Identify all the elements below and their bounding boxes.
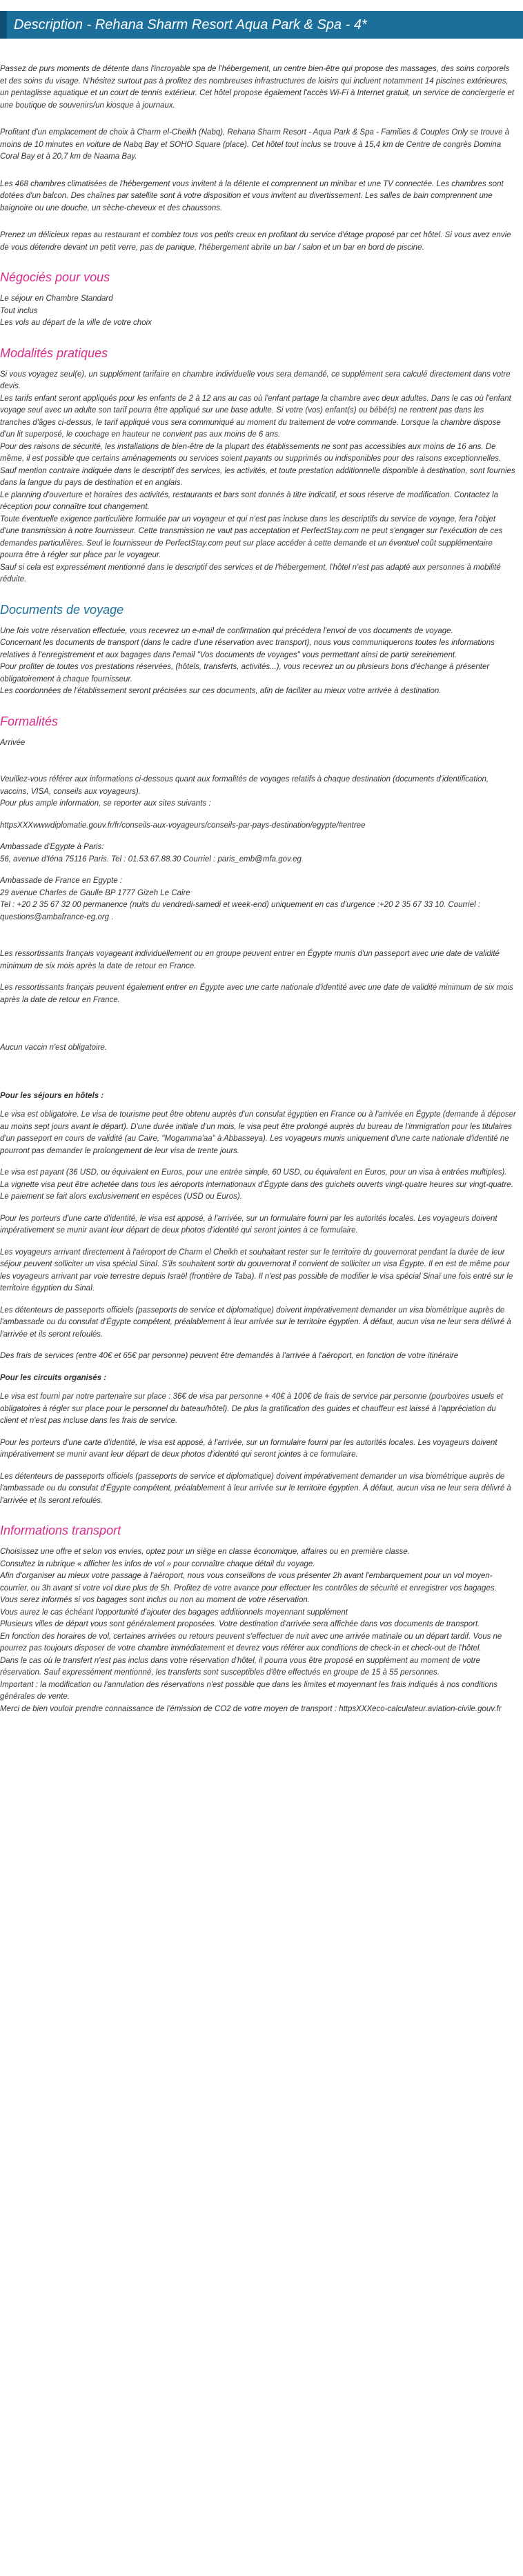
circuits-subtitle: Pour les circuits organisés :: [0, 1373, 107, 1382]
diplomatie-link[interactable]: httpsXXXwwwdiplomatie.gouv.fr/fr/conseils-aux-voyageurs/conseils-par-pays-destination/egypte/#entree: [0, 821, 366, 830]
description-paragraph: Les 468 chambres climatisées de l'hébergement vous invitent à la détente et comprennent un minibar et une TV connectée. Les chambres sont dotées d'un balcon. Des chaînes par satellite sont à votre disposition et vous invitent au divertissement. Les salles de bain comprennent une baignoire ou une douche, un sèche-cheveux et des chaussons.: [0, 179, 504, 212]
list-item: Le séjour en Chambre Standard: [0, 294, 113, 303]
list-item: Tout inclus: [0, 306, 38, 315]
ambassade-france: Ambassade de France en Egypte : 29 avenue Charles de Gaulle BP 1777 Gizeh Le Caire Tel : +20 2 35 67 32 00 permanence (nuits du vendredi-samedi et week-end) uniquement en cas d'urgence :+20 2 35 67 33 10. Courriel : questions@ambafrance-eg.org .: [0, 877, 481, 921]
documents-title: Documents de voyage: [0, 602, 124, 617]
negocies-title: Négociés pour vous: [0, 270, 110, 284]
ambassade-egypte: Ambassade d'Egypte à Paris: 56, avenue d'Iéna 75116 Paris. Tel : 01.53.67.88.30 Courriel : paris_emb@mfa.gov.eg: [0, 843, 302, 863]
carte-identite-info: Les ressortissants français peuvent également entrer en Égypte avec une carte nationale d'identité avec une date de validité minimum de six mois après la date de retour en France.: [0, 984, 513, 1004]
sejours-paragraph: Le visa est payant (36 USD, ou équivalent en Euros, pour une entrée simple, 60 USD, ou équivalent en Euros, pour un visa à entrées multiples). La vignette visa peut être achetée dans tous les aéroports internationaux d'Égypte dans des guichets ouverts vingt-quatre heures sur vingt-quatre. Le paiement se fait alors exclusivement en espèces (USD ou Euros).: [0, 1168, 513, 1201]
sejours-paragraph: Les voyageurs arrivant directement à l'aéroport de Charm el Cheikh et souhaitant rester sur le territoire du gouvernorat pendant la durée de leur séjour peuvent solliciter un visa spécial Sinaï. S'ils souhaitent sortir du gouvernorat il convient de solliciter un visa Égypte. Il en est de même pour les voyageurs arrivant par voie terrestre depuis Israël (frontière de Taba). Il n'est pas possible de modifier le visa spécial Sinaï une fois entré sur le territoire égyptien du Sinaï.: [0, 1248, 513, 1292]
page-title: Description - Rehana Sharm Resort Aqua Park & Spa - 4*: [14, 17, 367, 32]
description-paragraph: Passez de purs moments de détente dans l'incroyable spa de l'hébergement, un centre bien-être qui propose des massages, des soins corporels et des soins du visage. N'hésitez surtout pas à profitez des nombreuses infrastructures de loisirs qui incluent notamment 14 piscines extérieures, un pentaglisse aquatique et un court de tennis extérieur. Cet hôtel propose également l'accès Wi-Fi à Internet gratuit, un service de conciergerie et une boutique de souvenirs/un kiosque à journaux.: [0, 65, 515, 110]
sejours-paragraph: Le visa est obligatoire. Le visa de tourisme peut être obtenu auprès d'un consulat égyptien en France ou à l'arrivée en Égypte (demande à déposer au moins sept jours avant le départ). D'une durée initiale d'un mois, le visa peut être prolongé auprès du bureau de l'immigration pour les titulaires d'un passeport en cours de validité (au Caire, "Mogamma'aa" à Abbasseya). Les voyageurs munis uniquement d'une carte nationale d'identité ne pourront pas demander le prolongement de leur visa de trente jours.: [0, 1110, 516, 1155]
sejours-paragraph: Des frais de services (entre 40€ et 65€ par personne) peuvent être demandés à l'arrivée à l'aéroport, en fonction de votre itinéraire: [0, 1352, 459, 1360]
formalites-intro: Veuillez-vous référer aux informations ci-dessous quant aux formalités de voyages relatifs à chaque destination (documents d'identification, vaccins, VISA, conseils aux voyageurs). Pour plus ample information, se reporter aux sites suivants :: [0, 775, 489, 808]
circuits-paragraph: Le visa est fourni par notre partenaire sur place : 36€ de visa par personne + 40€ à 100€ de frais de service par personne (pourboires usuels et obligatoires à régler sur place pour le personnel du bateau/hôtel). De plus la gratification des guides et chauffeur est laissé à l'appréciation du client et n'est pas incluse dans les frais de service.: [0, 1392, 504, 1425]
transport-title: Informations transport: [0, 1524, 121, 1537]
formalites-arrivee: Arrivée: [0, 738, 26, 747]
list-item: Les vols au départ de la ville de votre choix: [0, 319, 152, 327]
description-paragraph: Prenez un délicieux repas au restaurant et comblez tous vos petits creux en profitant du service d'étage proposé par cet hôtel. Si vous avez envie de vous détendre devant un petit verre, pas de panique, l'hébergement abrite un bar / salon et un bar en bord de piscine.: [0, 231, 511, 252]
description-section: [0, 63, 516, 254]
documents-text: Une fois votre réservation effectuée, vous recevrez un e-mail de confirmation qui précédera l'envoi de vos documents de voyage. Concernant les documents de transport (dans le cadre d'une réservation avec transport), nous vous communiquerons toutes les informations relatives à l'enregistrement et aux bagages dans l'email "Vos documents de voyages" vous permettant ainsi de partir sereinement. Pour profiter de toutes vos prestations réservées, (hôtels, transferts, activités...), vous recevrez un ou plusieurs bons d'échange à présenter obligatoirement à chaque fournisseur. Les coordonnées de l'établissement seront précisées sur ces documents, afin de faciliter au mieux votre arrivée à destination.: [0, 626, 495, 695]
content: [0, 39, 523, 1715]
sejours-subtitle: Pour les séjours en hôtels :: [0, 1091, 104, 1100]
description-header: [0, 11, 523, 39]
sejours-paragraph: Les détenteurs de passeports officiels (passeports de service et diplomatique) doivent impérativement demander un visa biométrique auprès de l'ambassade ou du consulat d'Égypte compétent, préalablement à leur arrivée sur le territoire égyptien. À défaut, aucun visa ne leur sera délivré à l'arrivée et ils seront refoulés.: [0, 1306, 511, 1339]
modalites-title: Modalités pratiques: [0, 346, 108, 360]
modalites-text: Si vous voyagez seul(e), un supplément tarifaire en chambre individuelle vous sera demandé, ce supplément sera calculé directement dans votre devis. Les tarifs enfant seront appliqués pour les enfants de 2 à 12 ans au cas où l'enfant partage la chambre avec deux adultes. Dans le cas où l'enfant voyage seul avec un adulte son tarif pourra être appliqué sur une base adulte. Si votre (vos) enfant(s) ou bébé(s) ne rentrent pas dans les tranches d'âges ci-dessus, le tarif appliqué vous sera communiqué au moment du traitement de votre commande. Lorsque la chambre dispose d'un lit superposé, le couchage en hauteur ne convient pas aux moins de 6 ans. Pour des raisons de sécurité, les installations de bien-être de la plupart des établissements ne sont pas accessibles aux moins de 16 ans. De même, il est possible que certains aménagements ou services soient payants ou supprimés ou indisponibles pour des raisons exceptionnelles. Sauf mention contraire indiquée dans le descriptif des services, les activités, et toute prestation additionnelle disponible à destination, sont fournies dans la langue du pays de destination et en anglais. Le planning d'ouverture et horaires des activités, restaurants et bars sont donnés à titre indicatif, et sous réserve de modification. Contactez la réception pour connaître tout changement. Toute éventuelle exigence particulière formulée par un voyageur et qui n'est pas incluse dans les descriptifs du service de voyage, fera l'objet d'une transmission à notre fournisseur. Cette transmission ne vaut pas acceptation et PerfectStay.com ne peut s'engager sur l'exécution de ces demandes particulières. Seul le fournisseur de PerfectStay.com peut sur place accéder à cette demande et un éventuel coût supplémentaire pourra être à régler sur place par le voyageur. Sauf si cela est expressément mentionné dans le descriptif des services et de l'hébergement, l'hôtel n'est pas adapté aux personnes à mobilité réduite.: [0, 370, 515, 583]
description-paragraph: Profitant d'un emplacement de choix à Charm el-Cheikh (Nabq), Rehana Sharm Resort - Aqua Park & Spa - Families & Couples Only se trouve à moins de 10 minutes en voiture de Nabq Bay et SOHO Square (place). Cet hôtel tout inclus se trouve à 15,4 km de Centre de congrès Domina Coral Bay et à 20,7 km de Naama Bay.: [0, 128, 510, 161]
passeport-info: Les ressortissants français voyageant individuellement ou en groupe peuvent entrer en Égypte munis d'un passeport avec une date de validité minimum de six mois après la date de retour en France.: [0, 950, 500, 970]
negocies-list: [0, 293, 516, 330]
page: [0, 11, 523, 1715]
sejours-paragraph: Pour les porteurs d'une carte d'identité, le visa est apposé, à l'arrivée, sur un formulaire fourni par les autorités locales. Les voyageurs doivent impérativement se munir avant leur départ de deux photos d'identité qui seront jointes à ce formulaire.: [0, 1214, 497, 1235]
transport-text: Choisissez une offre et selon vos envies, optez pour un siège en classe économique, affaires ou en première classe. Consultez la rubrique « afficher les infos de vol » pour connaître chaque détail du voyage. Afin d'organiser au mieux votre passage à l'aéroport, nous vous conseillons de vous présenter 2h avant l'embarquement pour un vol moyen-courrier, ou 3h avant si votre vol dure plus de 5h. Profitez de votre avance pour effectuer les contrôles de sécurité et enregistrer vos bagages. Vous serez informés si vos bagages sont inclus ou non au moment de votre réservation. Vous aurez le cas échéant l'opportunité d'ajouter des bagages additionnels moyennant supplément Plusieurs villes de départ vous sont généralement proposées. Votre destination d'arrivée sera affichée dans vos documents de transport. En fonction des horaires de vol, certaines arrivées ou retours peuvent s'effectuer de nuit avec une arrivée matinale ou un départ tardif. Vous ne pourrez pas toujours disposer de votre chambre immédiatement et devrez vous référer aux conditions de check-in et check-out de l'hôtel. Dans le cas où le transfert n'est pas inclus dans votre réservation d'hôtel, il pourra vous être proposé en supplément au moment de votre réservation. Sauf expressément mentionné, les transferts sont susceptibles d'être effectués en groupe de 15 à 55 personnes. Important : la modification ou l'annulation des réservations n'est possible que dans les limites et moyennant les frais indiqués à nos conditions générales de vente. Merci de bien vouloir prendre connaissance de l'émission de CO2 de votre moyen de transport : httpsXXXeco-calculateur.aviation-civile.gouv.fr: [0, 1548, 502, 1713]
formalites-title: Formalités: [0, 714, 59, 728]
circuits-paragraph: Les détenteurs de passeports officiels (passeports de service et diplomatique) doivent impérativement demander un visa biométrique auprès de l'ambassade ou du consulat d'Égypte compétent, préalablement à leur arrivée sur le territoire égyptien. À défaut, aucun visa ne leur sera délivré à l'arrivée et ils seront refoulés.: [0, 1472, 511, 1505]
vaccin-info: Aucun vaccin n'est obligatoire.: [0, 1044, 107, 1052]
header-accent: [0, 11, 7, 39]
circuits-paragraph: Pour les porteurs d'une carte d'identité, le visa est apposé, à l'arrivée, sur un formulaire fourni par les autorités locales. Les voyageurs doivent impérativement se munir avant leur départ de deux photos d'identité qui seront jointes à ce formulaire.: [0, 1438, 497, 1459]
